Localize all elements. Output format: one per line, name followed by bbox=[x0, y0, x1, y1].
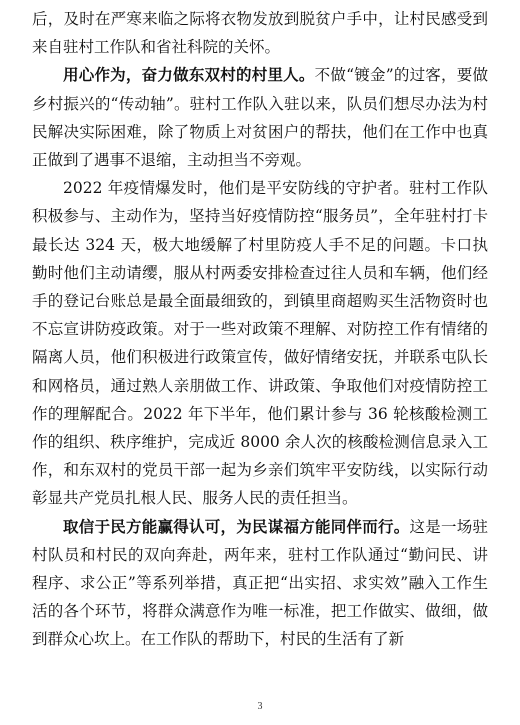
paragraph-text: 不做“镀金”的过客，要做乡村振兴的“传动轴”。驻村工作队入驻以来，队员们想尽办法为村民解决实际困难，除了物质上对贫困户的帮扶，他们在工作中也真正做到了遇事不退缩，主动担当不旁观。 bbox=[32, 66, 488, 170]
paragraph-continuation bbox=[32, 5, 488, 61]
paragraph-text: 这是一场驻村队员和村民的双向奔赴，两年来，驻村工作队通过“勤问民、讲程序、求公正”等系列举措，真正把“出实招、求实效”融入工作生活的各个环节，将群众满意作为唯一标准，把工作做实、做细，做到群众心坎上。在工作队的帮助下，村民的生活有了新 bbox=[32, 517, 488, 649]
document-body bbox=[32, 5, 488, 654]
paragraph-lead: 取信于民方能赢得认可，为民谋福方能同伴而行。 bbox=[63, 517, 410, 536]
paragraph-epidemic-2022 bbox=[32, 174, 488, 512]
paragraph-lead: 用心作为，奋力做东双村的村里人。 bbox=[63, 66, 315, 85]
paragraph-heart-action bbox=[32, 61, 488, 174]
paragraph-text: 2022 年疫情爆发时，他们是平安防线的守护者。驻村工作队积极参与、主动作为，坚持当好疫情防控“服务员”，全年驻村打卡最长达 324 天，极大地缓解了村里防疫人手不足的问题。卡口执勤时他们主动请缨，服从村两委安排检查过往人员和车辆，他们经手的登记台账总是最全面最细致的，到镇里商超购买生活物资时也不忘宣讲防疫政策。对于一些对政策不理解、对防控工作有情绪的隔离人员，他们积极进行政策宣传，做好情绪安抚，并联系屯队长和网格员，通过熟人亲朋做工作、讲政策、争取他们对疫情防控工作的理解配合。2022 年下半年，他们累计参与 36 轮核酸检测工作的组织、秩序维护，完成近 8000 余人次的核酸检测信息录入工作，和东双村的党员干部一起为乡亲们筑牢平安防线，以实际行动彰显共产党员扎根人民、服务人民的责任担当。 bbox=[32, 179, 488, 508]
page-number: 3 bbox=[257, 701, 263, 712]
paragraph-trust-people bbox=[32, 513, 488, 654]
paragraph-text: 后，及时在严寒来临之际将衣物发放到脱贫户手中，让村民感受到来自驻村工作队和省社科院的关怀。 bbox=[32, 10, 488, 57]
